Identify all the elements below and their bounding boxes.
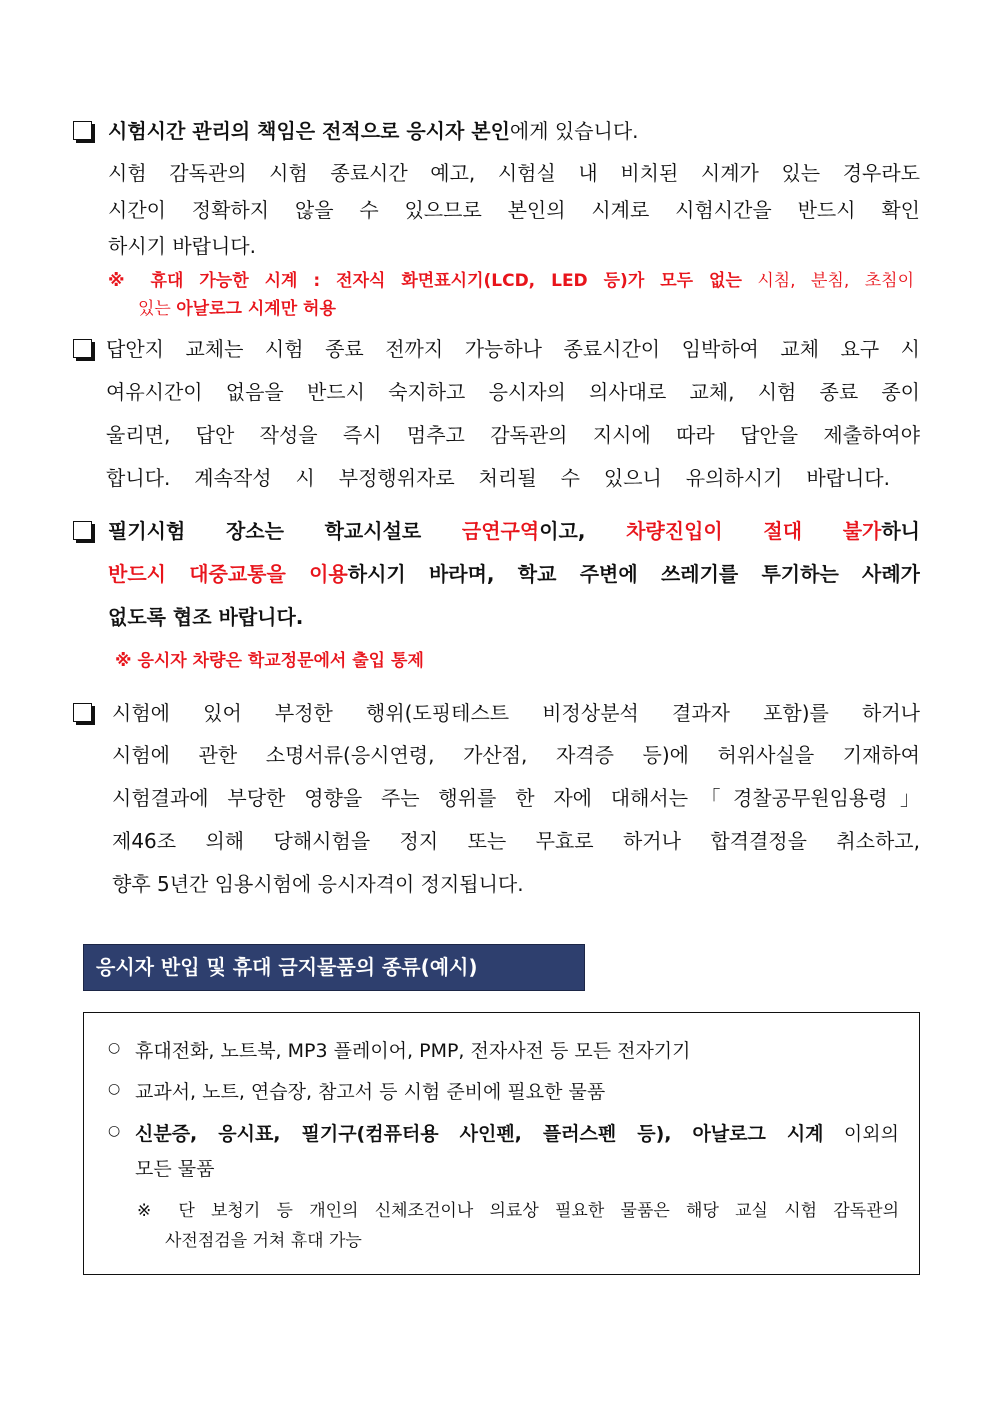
text-segment: 교과서, 노트, 연습장, 참고서 등 시험 준비에 필요한 물품 [135,1081,606,1103]
bold-text: 필기시험 장소는 학교시설로 [108,519,462,543]
bold-text: 이고, [539,519,627,543]
emphasis-text: 금연구역 [461,519,540,543]
prohibited-note [165,1230,765,1254]
bold-text: 신분증, 응시표, 필기구(컴퓨터용 사인펜, 플러스펜 등), 아날로그 시계 [135,1123,824,1145]
text-segment: 제46조 의해 당해시험을 정지 또는 무효로 하거나 합격결정을 취소하고, [112,829,920,853]
section1-note [138,298,914,322]
section2-line [106,379,920,407]
text-segment: 하시기 바랍니다. [108,234,256,258]
checkbox-icon [73,121,92,140]
emphasis-text: ※ 응시자 차량은 학교정문에서 출입 통제 [115,651,424,671]
bold-text: 하시기 바라며, 학교 주변에 쓰레기를 투기하는 사례가 [347,562,920,586]
section3-note [115,650,715,674]
bullet-icon: ○ [108,1081,121,1097]
checkbox-icon [73,521,92,540]
text-segment: ※ 단 보청기 등 개인의 신체조건이나 의료상 필요한 물품은 해당 교실 시험 감독관의 [137,1201,899,1221]
emphasis-text: 있는 [138,299,177,319]
section2-line [106,336,920,364]
section2-line [106,422,920,450]
text-segment: 합니다. 계속작성 시 부정행위자로 처리될 수 있으니 유의하시기 바랍니다. [106,466,890,490]
text-segment: 모든 물품 [135,1158,215,1180]
text-segment: 시간이 정확하지 않을 수 있으므로 본인의 시계로 시험시간을 반드시 확인 [108,198,920,222]
prohibited-items-heading: 응시자 반입 및 휴대 금지물품의 종류(예시) [83,944,585,991]
text-segment: 답안지 교체는 시험 종료 전까지 가능하나 종료시간이 임박하여 교체 요구 시 [106,337,920,361]
prohibited-item [135,1121,899,1149]
section1-body-line [108,197,920,225]
section1-note [108,270,914,294]
section1-body-line [108,160,920,188]
text-segment: 시험에 있어 부정한 행위(도핑테스트 비정상분석 결과자 포함)를 하거나 [112,701,920,725]
section4-line [112,742,920,770]
section4-line [112,828,920,856]
text-segment: 여유시간이 없음을 반드시 숙지하고 응시자의 의사대로 교체, 시험 종료 종이 [106,380,920,404]
text-segment: 시험에 관한 소명서류(응시연령, 가산점, 자격증 등)에 허위사실을 기재하여 [112,743,920,767]
bullet-icon: ○ [108,1040,121,1056]
text-segment: 에게 있습니다. [509,119,639,143]
bold-text: 하니 [881,519,920,543]
section3-line [108,604,920,632]
text-segment: 이외의 [823,1123,899,1145]
text-segment: 휴대전화, 노트북, MP3 플레이어, PMP, 전자사전 등 모든 전자기기 [135,1040,691,1062]
section1-title [108,118,920,146]
emphasis-text: 차량진입이 절대 불가 [626,519,882,543]
bold-text: 시험시간 관리의 책임은 전적으로 응시자 본인 [108,119,510,143]
bold-text: 없도록 협조 바랍니다. [108,605,304,629]
section2-line [106,465,890,493]
section3-line [108,518,920,546]
text-segment: 시험결과에 부당한 영향을 주는 행위를 한 자에 대해서는「경찰공무원임용령」 [112,786,920,810]
emphasis-text: 시침, 분침, 초침이 [741,271,914,291]
checkbox-icon [73,703,92,722]
prohibited-item [135,1079,835,1107]
section4-line [112,785,920,813]
text-segment: 시험 감독관의 시험 종료시간 예고, 시험실 내 비치된 시계가 있는 경우라도 [108,161,920,185]
prohibited-item [135,1038,835,1066]
checkbox-icon [73,339,92,358]
prohibited-item [135,1156,899,1184]
text-segment: 울리면, 답안 작성을 즉시 멈추고 감독관의 지시에 따라 답안을 제출하여야 [106,423,920,447]
prohibited-note [137,1200,899,1224]
text-segment: 사전점검을 거쳐 휴대 가능 [165,1231,362,1251]
emphasis-text: 아날로그 시계만 허용 [176,299,336,319]
bullet-icon: ○ [108,1123,121,1139]
section1-body-line [108,233,920,261]
text-segment: 향후 5년간 임용시험에 응시자격이 정지됩니다. [112,872,524,896]
section3-line [108,561,920,589]
emphasis-text: 반드시 대중교통을 이용 [108,562,348,586]
section4-line [112,871,920,899]
section4-line [112,700,920,728]
emphasis-text: ※ 휴대 가능한 시계 : 전자식 화면표시기(LCD, LED 등)가 모두 없는 [108,271,742,291]
